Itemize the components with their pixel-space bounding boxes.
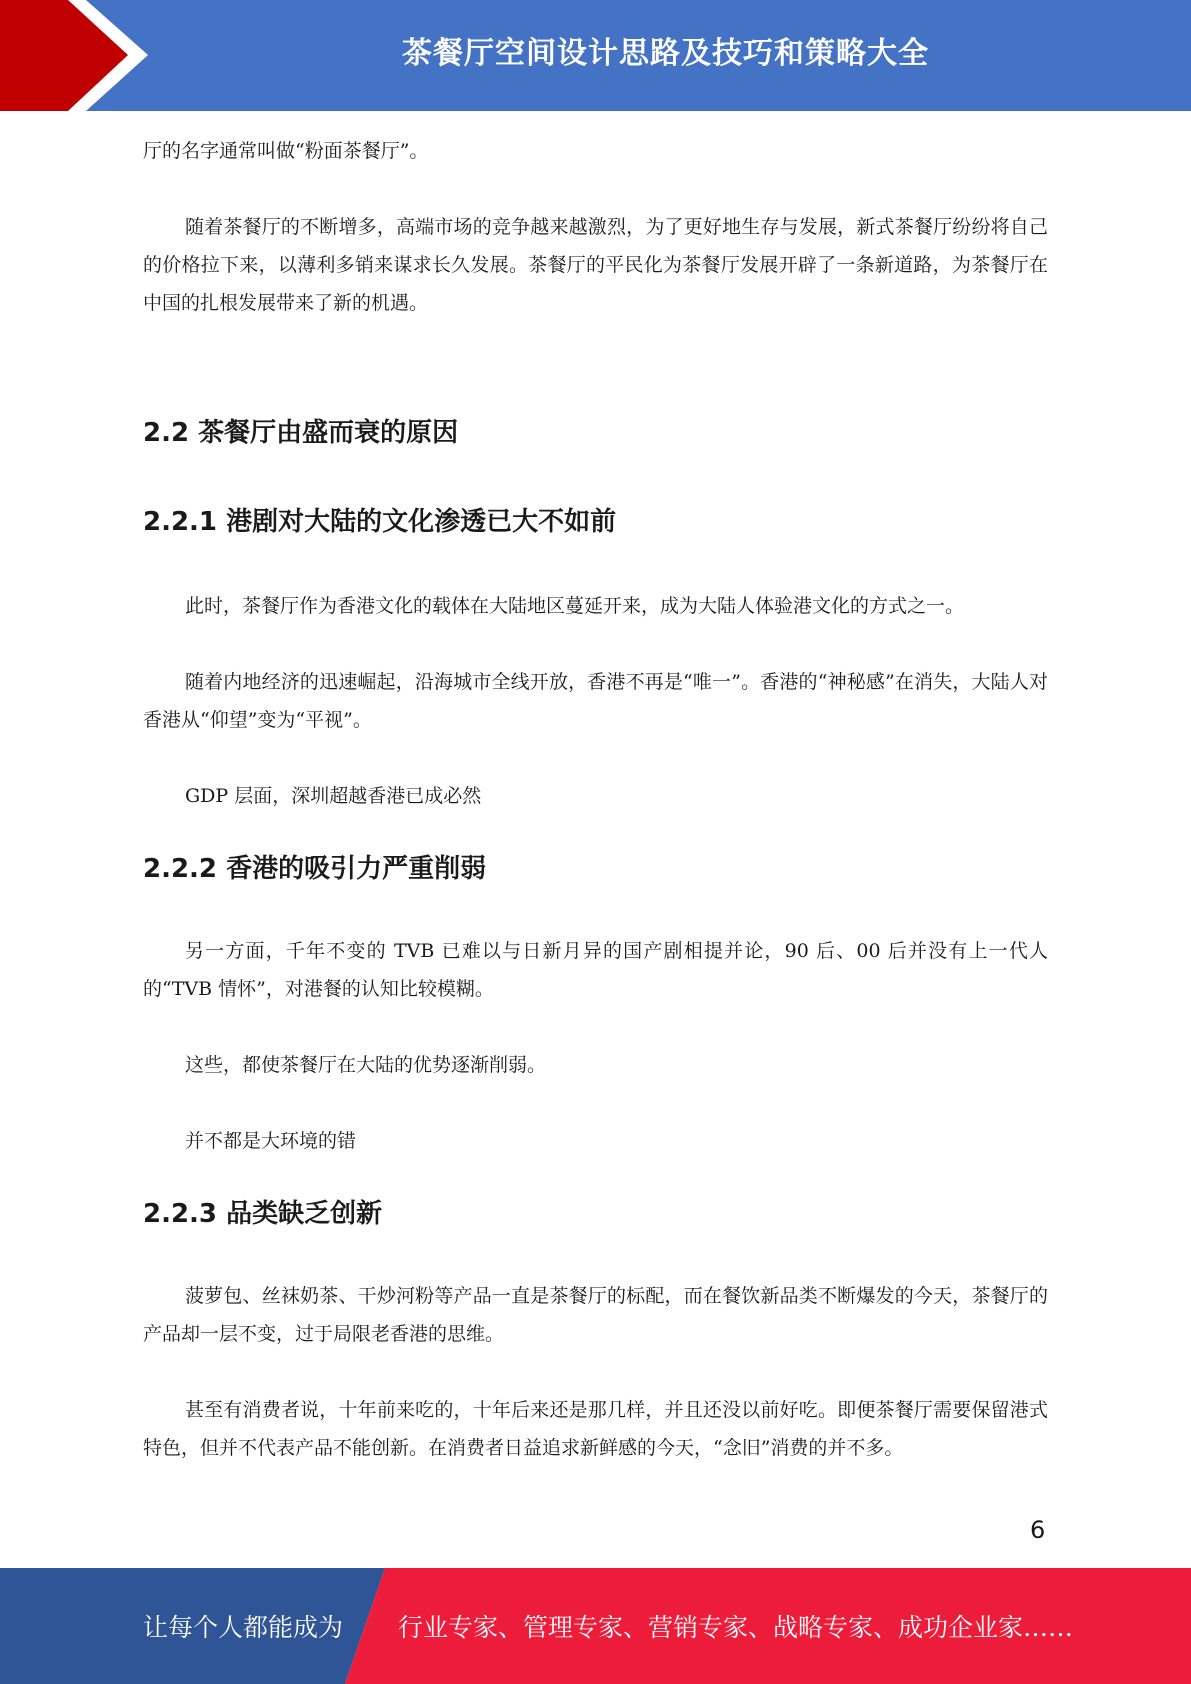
paragraph: 另一方面，千年不变的 TVB 已难以与日新月异的国产剧相提并论，90 后、00 后并没有上一代人的“TVB 情怀”，对港餐的认知比较模糊。 xyxy=(143,940,1048,1000)
paragraph: 菠萝包、丝袜奶茶、干炒河粉等产品一直是茶餐厅的标配，而在餐饮新品类不断爆发的今天，茶餐厅的产品却一层不变，过于局限老香港的思维。 xyxy=(143,1285,1048,1345)
page-number: 6 xyxy=(1030,1516,1046,1544)
paragraph: 这些，都使茶餐厅在大陆的优势逐渐削弱。 xyxy=(185,1054,547,1076)
paragraph: 甚至有消费者说，十年前来吃的，十年后来还是那几样，并且还没以前好吃。即便茶餐厅需要保留港式特色，但并不代表产品不能创新。在消费者日益追求新鲜感的今天，“念旧”消费的并不多。 xyxy=(143,1399,1048,1459)
footer-banner xyxy=(0,1568,1191,1684)
paragraph: 随着茶餐厅的不断增多，高端市场的竞争越来越激烈，为了更好地生存与发展，新式茶餐厅纷纷将自己的价格拉下来，以薄利多销来谋求长久发展。茶餐厅的平民化为茶餐厅发展开辟了一条新道路，为茶餐厅在中国的扎根发展带来了新的机遇。 xyxy=(143,216,1048,314)
header-banner xyxy=(0,0,1191,111)
paragraph: 厅的名字通常叫做“粉面茶餐厅”。 xyxy=(143,140,429,162)
subsection-heading: 2.2.2 香港的吸引力严重削弱 xyxy=(143,854,487,884)
section-heading: 2.2 茶餐厅由盛而衰的原因 xyxy=(143,418,459,448)
paragraph: GDP 层面，深圳超越香港已成必然 xyxy=(185,785,482,807)
footer-slogan-right: 行业专家、管理专家、营销专家、战略专家、成功企业家…… xyxy=(398,1613,1074,1642)
subsection-heading: 2.2.3 品类缺乏创新 xyxy=(143,1199,383,1229)
document-title: 茶餐厅空间设计思路及技巧和策略大全 xyxy=(402,36,929,71)
paragraph: 并不都是大环境的错 xyxy=(185,1130,357,1152)
paragraph: 此时，茶餐厅作为香港文化的载体在大陆地区蔓延开来，成为大陆人体验港文化的方式之一。 xyxy=(185,595,965,617)
paragraph: 随着内地经济的迅速崛起，沿海城市全线开放，香港不再是“唯一”。香港的“神秘感”在消失，大陆人对香港从“仰望”变为“平视”。 xyxy=(143,671,1048,731)
document-body xyxy=(143,132,1048,1467)
footer-slogan-left: 让每个人都能成为 xyxy=(143,1613,344,1642)
subsection-heading: 2.2.1 港剧对大陆的文化渗透已大不如前 xyxy=(143,507,617,537)
